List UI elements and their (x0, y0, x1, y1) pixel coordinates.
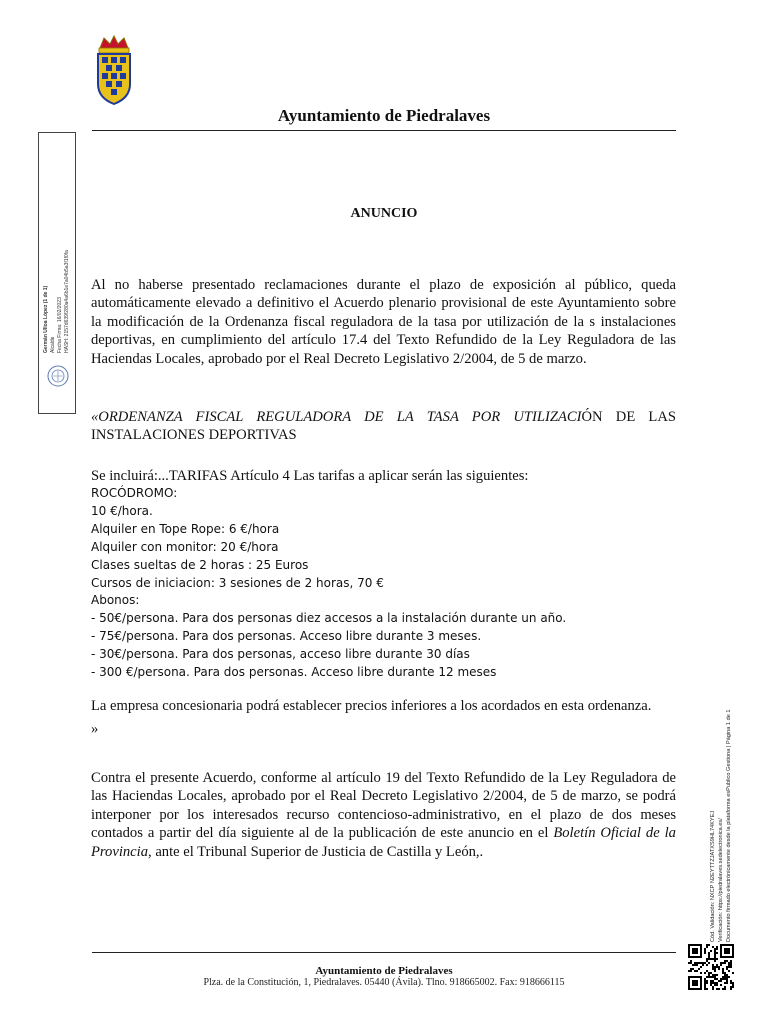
concession-note: La empresa concesionaria podrá establecer precios inferiores a los acordados en esta ordenanza. (91, 698, 652, 714)
tariffs-intro: Se incluirá:...TARIFAS Artículo 4 Las tarifas a aplicar serán las siguientes: (91, 468, 529, 484)
verification-link[interactable]: Verificación: https://piedralaves.sedelectronica.es/ (718, 818, 724, 942)
signature-date: Fecha Firma: 16/02/2023 (57, 297, 63, 353)
signer-role: Alcalde (50, 336, 56, 353)
tariff-line: Clases sueltas de 2 horas : 25 Euros (91, 557, 309, 572)
tariff-line: - 50€/persona. Para dos personas diez accesos a la instalación durante un año. (91, 611, 567, 626)
closing-quote: » (91, 721, 99, 737)
intro-paragraph: Al no haberse presentado reclamaciones durante el plazo de exposición al público, queda automáticamente elevado a definitivo el Acuerdo plenario provisional de este Ayuntamiento sobre la modificación de la Ordenanza fiscal reguladora de la tasa por utilización de la s instalaciones deportivas, en cumplimiento del artículo 17.4 del Texto Refundido de la Ley Reguladora de las Haciendas Locales, aprobado por el Real Decreto Legislativo 2/2004, de 5 de marzo. (91, 277, 676, 367)
ordinance-title (91, 408, 676, 445)
signer-name: Germán Ulloa López (1 de 1) (43, 285, 49, 353)
tariff-line: - 75€/persona. Para dos personas. Acceso libre durante 3 meses. (91, 629, 482, 644)
ordinance-title-rest: ÓN DE LAS INSTALACIONES DEPORTIVAS (91, 409, 676, 444)
tariff-line: 10 €/hora. (91, 503, 153, 518)
document-heading: ANUNCIO (350, 206, 418, 221)
tariff-line: Alquiler en Tope Rope: 6 €/hora (91, 521, 280, 536)
digital-seal-icon (47, 365, 69, 387)
footer-title: Ayuntamiento de Piedralaves (315, 965, 453, 977)
coat-of-arms-icon (92, 34, 136, 106)
appeal-text: Contra el presente Acuerdo, conforme al artículo 19 del Texto Refundido de la Ley Reguladora de las Haciendas Locales, aprobado por el Real Decreto Legislativo 2/2004, de 5 de marzo, se podrá interponer por los interesados recurso contencioso-administrativo, en el plazo de dos meses contados a partir del día siguiente al de la publicación de este anuncio en el (91, 770, 676, 842)
tariff-list (91, 485, 651, 682)
platform-note: Documento firmado electrónicamente desde la plataforma esPublico Gestiona | Página 1 de 1 (726, 709, 732, 942)
ordinance-title-italic: «ORDENANZA FISCAL REGULADORA DE LA TASA POR UTILIZACI (91, 409, 582, 425)
signature-hash: HASH: 2157d639f280a4a6b1e7a04b5a3f1f0fa (64, 250, 70, 353)
signature-box (38, 132, 76, 414)
footer-address: Plza. de la Constitución, 1, Piedralaves. 05440 (Ávila). Tlno. 918665002. Fax: 918666115 (203, 977, 565, 988)
tariff-line: Abonos: (91, 593, 140, 608)
appeal-text-end: , ante el Tribunal Superior de Justicia de Castilla y León,. (148, 843, 484, 860)
validation-text (709, 522, 735, 942)
tariff-line: Alquiler con monitor: 20 €/hora (91, 539, 279, 554)
tariff-line: Cursos de iniciacion: 3 sesiones de 2 horas, 70 € (91, 575, 384, 590)
tariff-line: - 300 €/persona. Para dos personas. Acceso libre durante 12 meses (91, 665, 497, 680)
tariff-line: - 30€/persona. Para dos personas, acceso libre durante 30 días (91, 647, 470, 662)
tariff-line: ROCÓDROMO: (91, 486, 178, 500)
footer-divider (92, 952, 676, 953)
validation-code: Cód. Validación: NXCP N2EYTTZJATXS9HL74KYEJ (710, 810, 716, 942)
bop-reference: Boletín Oficial de la Provincia (91, 825, 676, 860)
header-divider (92, 130, 676, 131)
page-title: Ayuntamiento de Piedralaves (277, 106, 491, 125)
appeal-paragraph (91, 769, 676, 861)
